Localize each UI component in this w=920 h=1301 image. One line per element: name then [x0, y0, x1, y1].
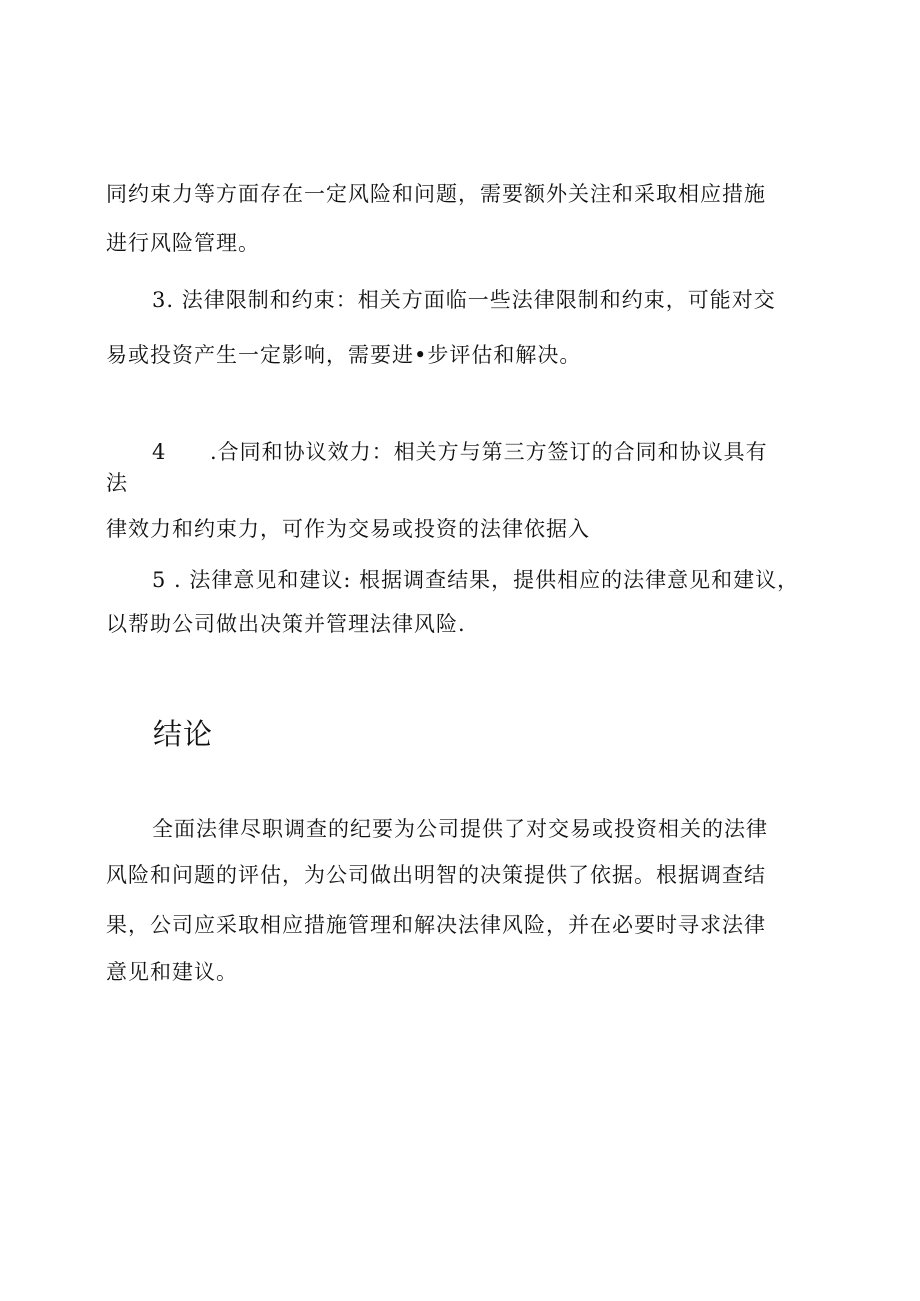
conclusion-line-2: 风险和问题的评估，为公司做出明智的决策提供了依据。根据调查结 [106, 863, 766, 887]
item-4-line-2: 法 [106, 471, 128, 495]
paragraph-fragment-line-2: 进行风险管理。 [106, 231, 260, 255]
item-4-line-1: .合同和协议效力：相关方与第三方签订的合同和协议具有 [210, 440, 768, 464]
item-5-line-2: 以帮助公司做出决策并管理法律风险. [106, 612, 466, 636]
conclusion-line-1: 全面法律尽职调查的纪要为公司提供了对交易或投资相关的法律 [152, 817, 768, 841]
conclusion-line-3: 果，公司应采取相应措施管理和解决法律风险，并在必要时寻求法律 [106, 913, 766, 937]
conclusion-heading: 结论 [153, 717, 214, 751]
item-3-line-1: 3. 法律限制和约束：相关方面临一些法律限制和约束，可能对交 [152, 288, 776, 312]
item-5-line-1: 5 . 法律意见和建议: 根据调查结果，提供相应的法律意见和建议， [152, 568, 800, 592]
paragraph-fragment-line-1: 同约束力等方面存在一定风险和问题，需要额外关注和采取相应措施 [106, 182, 766, 206]
item-4-line-3: 律效力和约束力，可作为交易或投资的法律依据入 [106, 517, 590, 541]
conclusion-line-4: 意见和建议。 [106, 960, 238, 984]
item-3-line-2: 易或投资产生一定影响，需要进•步评估和解决。 [106, 343, 582, 367]
item-4-number: 4 [152, 440, 167, 464]
